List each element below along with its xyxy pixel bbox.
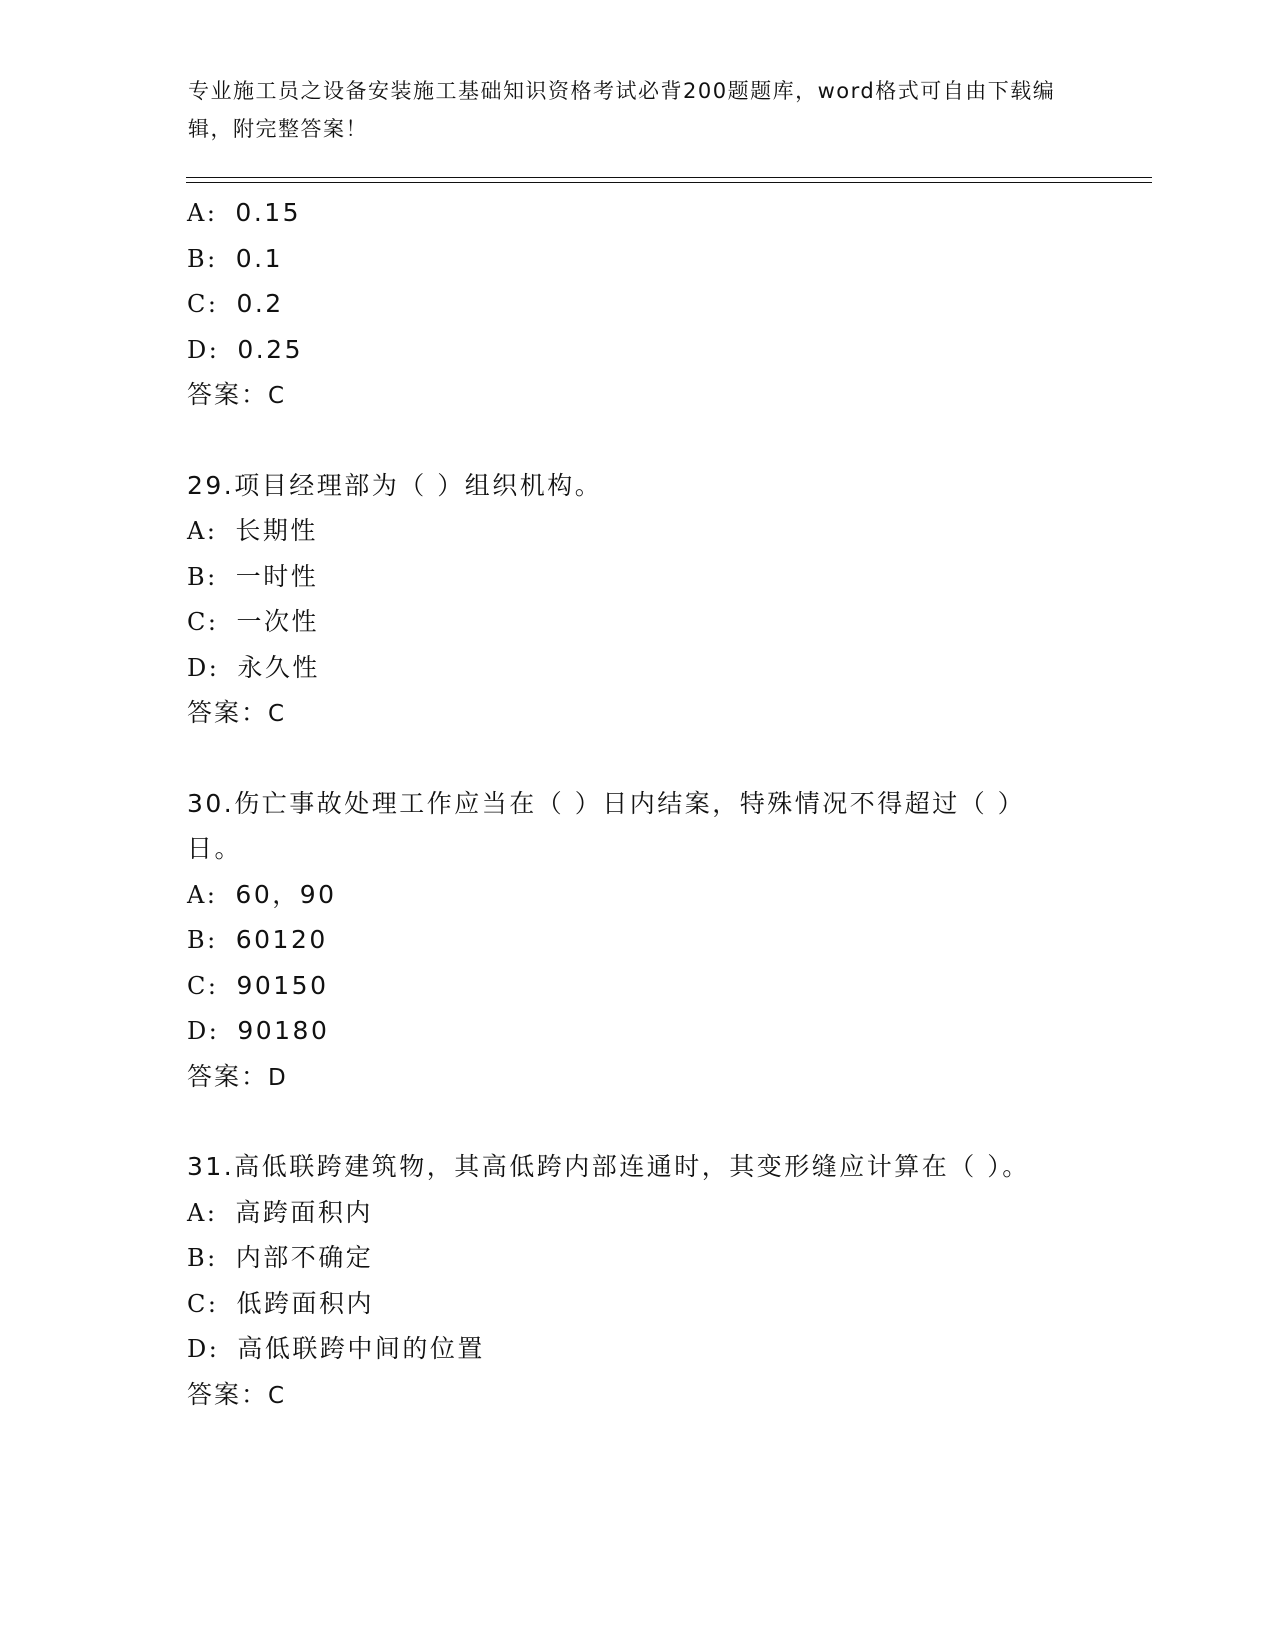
answer-line: 答案：D	[187, 1061, 288, 1091]
option-c: C: 低跨面积内	[187, 1288, 374, 1318]
question-block	[187, 463, 1087, 736]
option-a: A: 高跨面积内	[187, 1197, 373, 1227]
option-b: B: 内部不确定	[187, 1243, 374, 1272]
answer-line: 答案：C	[187, 698, 287, 727]
option-d: D: 0.25	[187, 334, 303, 364]
answer-value: D	[268, 1064, 288, 1091]
option-c: C: 90150	[187, 970, 329, 1000]
option-d: D: 永久性	[187, 652, 320, 682]
option-a: A: 60，90	[187, 879, 337, 909]
answer-value: C	[268, 701, 287, 727]
answer-line: 答案：C	[187, 1379, 287, 1409]
option-d: D: 高低联跨中间的位置	[187, 1334, 485, 1363]
header-divider	[186, 177, 1152, 178]
answer-value: C	[268, 1382, 287, 1409]
option-b: B: 0.1	[187, 243, 283, 273]
question-list	[187, 190, 1087, 1417]
option-d: D: 90180	[187, 1016, 330, 1045]
header-divider	[186, 182, 1152, 183]
question-stem: 30.伤亡事故处理工作应当在（ ）日内结案，特殊情况不得超过（ ）日。	[187, 788, 1026, 863]
spacer	[187, 1099, 1087, 1144]
question-block	[187, 781, 1087, 1100]
document-title: 专业施工员之设备安装施工基础知识资格考试必背200题题库，word格式可自由下载编辑，附完整答案！	[188, 79, 1056, 141]
question-stem: 29.项目经理部为（ ）组织机构。	[187, 470, 603, 500]
option-c: C: 一次性	[187, 607, 319, 636]
answer-line: 答案：C	[187, 380, 287, 409]
answer-value: C	[268, 383, 287, 409]
option-a: A: 0.15	[187, 198, 302, 227]
option-b: B: 60120	[187, 925, 328, 954]
question-block	[187, 1144, 1087, 1417]
document-header	[188, 72, 1088, 148]
option-a: A: 长期性	[187, 516, 318, 545]
option-c: C: 0.2	[187, 289, 284, 318]
option-b: B: 一时性	[187, 561, 319, 591]
spacer	[187, 418, 1087, 463]
spacer	[187, 736, 1087, 781]
question-block	[187, 190, 1087, 418]
question-stem: 31.高低联跨建筑物，其高低跨内部连通时，其变形缝应计算在（ ）。	[187, 1152, 1030, 1181]
